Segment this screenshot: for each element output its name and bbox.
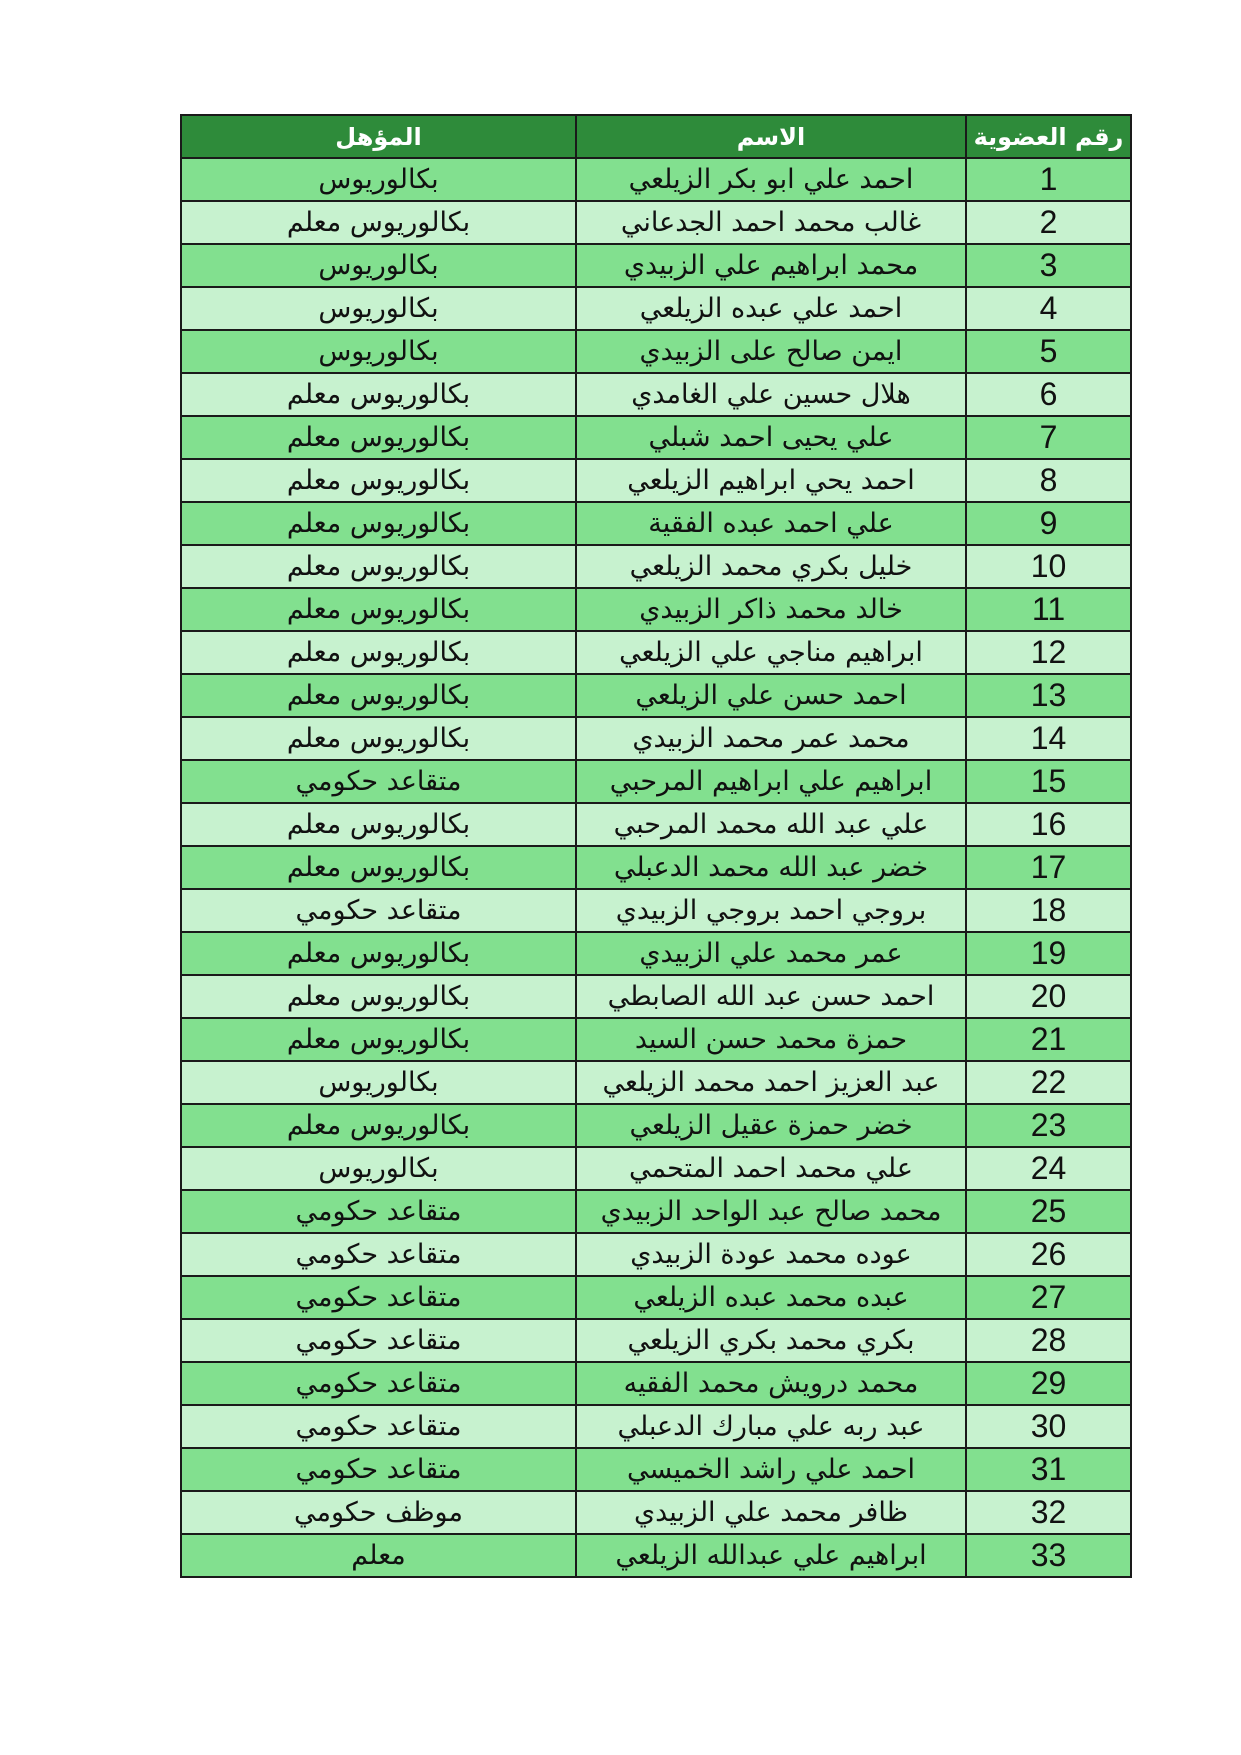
- member-number-cell: 6: [966, 373, 1131, 416]
- member-qualification-cell: بكالوريوس: [181, 1061, 576, 1104]
- member-qualification-cell: بكالوريوس: [181, 330, 576, 373]
- member-number-cell: 5: [966, 330, 1131, 373]
- member-number-cell: 24: [966, 1147, 1131, 1190]
- member-name-cell: ظافر محمد علي الزبيدي: [576, 1491, 966, 1534]
- member-number-cell: 17: [966, 846, 1131, 889]
- member-name-cell: محمد درويش محمد الفقيه: [576, 1362, 966, 1405]
- table-row: [181, 846, 1131, 889]
- table-row: [181, 502, 1131, 545]
- member-number-cell: 31: [966, 1448, 1131, 1491]
- member-number-cell: 14: [966, 717, 1131, 760]
- table-row: [181, 373, 1131, 416]
- member-qualification-cell: متقاعد حكومي: [181, 889, 576, 932]
- table-row: [181, 1405, 1131, 1448]
- member-number-cell: 33: [966, 1534, 1131, 1577]
- member-qualification-cell: متقاعد حكومي: [181, 1319, 576, 1362]
- member-qualification-cell: متقاعد حكومي: [181, 1190, 576, 1233]
- member-name-cell: محمد صالح عبد الواحد الزبيدي: [576, 1190, 966, 1233]
- member-qualification-cell: بكالوريوس: [181, 1147, 576, 1190]
- table-row: [181, 1276, 1131, 1319]
- table-row: [181, 1448, 1131, 1491]
- table-row: [181, 545, 1131, 588]
- header-row: [181, 115, 1131, 158]
- member-name-cell: هلال حسين علي الغامدي: [576, 373, 966, 416]
- member-number-cell: 25: [966, 1190, 1131, 1233]
- table-row: [181, 1104, 1131, 1147]
- member-number-cell: 13: [966, 674, 1131, 717]
- member-qualification-cell: متقاعد حكومي: [181, 1233, 576, 1276]
- table-row: [181, 1362, 1131, 1405]
- member-qualification-cell: متقاعد حكومي: [181, 760, 576, 803]
- member-qualification-cell: متقاعد حكومي: [181, 1448, 576, 1491]
- member-name-cell: احمد حسن علي الزيلعي: [576, 674, 966, 717]
- member-qualification-cell: بكالوريوس: [181, 287, 576, 330]
- member-name-cell: غالب محمد احمد الجدعاني: [576, 201, 966, 244]
- member-name-cell: عبد ربه علي مبارك الدعبلي: [576, 1405, 966, 1448]
- table-row: [181, 1018, 1131, 1061]
- table-row: [181, 158, 1131, 201]
- table-row: [181, 717, 1131, 760]
- member-name-cell: احمد علي راشد الخميسي: [576, 1448, 966, 1491]
- table-row: [181, 889, 1131, 932]
- table-row: [181, 674, 1131, 717]
- member-qualification-cell: بكالوريوس معلم: [181, 1104, 576, 1147]
- member-name-cell: محمد ابراهيم علي الزبيدي: [576, 244, 966, 287]
- member-number-cell: 16: [966, 803, 1131, 846]
- member-number-cell: 18: [966, 889, 1131, 932]
- table-row: [181, 287, 1131, 330]
- members-table: [180, 114, 1132, 1578]
- member-qualification-cell: بكالوريوس معلم: [181, 459, 576, 502]
- member-name-cell: احمد حسن عبد الله الصابطي: [576, 975, 966, 1018]
- table-row: [181, 803, 1131, 846]
- member-number-cell: 4: [966, 287, 1131, 330]
- member-name-cell: ابراهيم مناجي علي الزيلعي: [576, 631, 966, 674]
- member-number-cell: 29: [966, 1362, 1131, 1405]
- member-number-cell: 15: [966, 760, 1131, 803]
- member-number-cell: 2: [966, 201, 1131, 244]
- table-row: [181, 1534, 1131, 1577]
- member-name-cell: ابراهيم علي عبدالله الزيلعي: [576, 1534, 966, 1577]
- member-name-cell: ايمن صالح على الزبيدي: [576, 330, 966, 373]
- table-row: [181, 1233, 1131, 1276]
- member-number-cell: 1: [966, 158, 1131, 201]
- table-row: [181, 416, 1131, 459]
- member-number-cell: 21: [966, 1018, 1131, 1061]
- member-name-cell: احمد علي عبده الزيلعي: [576, 287, 966, 330]
- table-row: [181, 1061, 1131, 1104]
- member-qualification-cell: بكالوريوس معلم: [181, 846, 576, 889]
- member-number-cell: 10: [966, 545, 1131, 588]
- member-name-cell: خالد محمد ذاكر الزبيدي: [576, 588, 966, 631]
- member-name-cell: علي يحيى احمد شبلي: [576, 416, 966, 459]
- member-name-cell: حمزة محمد حسن السيد: [576, 1018, 966, 1061]
- member-number-cell: 8: [966, 459, 1131, 502]
- table-row: [181, 330, 1131, 373]
- member-qualification-cell: بكالوريوس معلم: [181, 1018, 576, 1061]
- member-name-cell: خضر عبد الله محمد الدعبلي: [576, 846, 966, 889]
- member-number-cell: 28: [966, 1319, 1131, 1362]
- member-name-cell: عوده محمد عودة الزبيدي: [576, 1233, 966, 1276]
- table-row: [181, 631, 1131, 674]
- header-member-number: رقم العضوية: [966, 115, 1131, 158]
- member-number-cell: 19: [966, 932, 1131, 975]
- member-name-cell: عمر محمد علي الزبيدي: [576, 932, 966, 975]
- member-number-cell: 30: [966, 1405, 1131, 1448]
- member-number-cell: 26: [966, 1233, 1131, 1276]
- member-qualification-cell: بكالوريوس معلم: [181, 717, 576, 760]
- table-row: [181, 201, 1131, 244]
- table-row: [181, 1319, 1131, 1362]
- member-qualification-cell: بكالوريوس معلم: [181, 201, 576, 244]
- table-row: [181, 975, 1131, 1018]
- member-qualification-cell: بكالوريوس معلم: [181, 975, 576, 1018]
- member-qualification-cell: بكالوريوس معلم: [181, 932, 576, 975]
- member-number-cell: 20: [966, 975, 1131, 1018]
- member-name-cell: عبده محمد عبده الزيلعي: [576, 1276, 966, 1319]
- member-number-cell: 7: [966, 416, 1131, 459]
- member-qualification-cell: متقاعد حكومي: [181, 1405, 576, 1448]
- member-qualification-cell: بكالوريوس معلم: [181, 588, 576, 631]
- table-row: [181, 932, 1131, 975]
- member-number-cell: 32: [966, 1491, 1131, 1534]
- member-qualification-cell: متقاعد حكومي: [181, 1362, 576, 1405]
- member-number-cell: 27: [966, 1276, 1131, 1319]
- member-number-cell: 23: [966, 1104, 1131, 1147]
- table-row: [181, 1147, 1131, 1190]
- member-name-cell: خليل بكري محمد الزيلعي: [576, 545, 966, 588]
- member-qualification-cell: بكالوريوس معلم: [181, 373, 576, 416]
- member-name-cell: بروجي احمد بروجي الزبيدي: [576, 889, 966, 932]
- member-qualification-cell: بكالوريوس معلم: [181, 803, 576, 846]
- member-name-cell: خضر حمزة عقيل الزيلعي: [576, 1104, 966, 1147]
- member-name-cell: ابراهيم علي ابراهيم المرحبي: [576, 760, 966, 803]
- member-name-cell: علي عبد الله محمد المرحبي: [576, 803, 966, 846]
- member-qualification-cell: بكالوريوس معلم: [181, 545, 576, 588]
- member-number-cell: 12: [966, 631, 1131, 674]
- member-qualification-cell: بكالوريوس معلم: [181, 502, 576, 545]
- member-number-cell: 11: [966, 588, 1131, 631]
- member-qualification-cell: بكالوريوس معلم: [181, 631, 576, 674]
- member-number-cell: 9: [966, 502, 1131, 545]
- member-name-cell: بكري محمد بكري الزيلعي: [576, 1319, 966, 1362]
- member-name-cell: علي احمد عبده الفقية: [576, 502, 966, 545]
- member-qualification-cell: بكالوريوس معلم: [181, 674, 576, 717]
- member-name-cell: احمد علي ابو بكر الزيلعي: [576, 158, 966, 201]
- member-qualification-cell: بكالوريوس: [181, 244, 576, 287]
- header-name: الاسم: [576, 115, 966, 158]
- member-qualification-cell: موظف حكومي: [181, 1491, 576, 1534]
- member-name-cell: محمد عمر محمد الزبيدي: [576, 717, 966, 760]
- member-name-cell: احمد يحي ابراهيم الزيلعي: [576, 459, 966, 502]
- table-row: [181, 1190, 1131, 1233]
- table-row: [181, 588, 1131, 631]
- header-qualification: المؤهل: [181, 115, 576, 158]
- member-qualification-cell: متقاعد حكومي: [181, 1276, 576, 1319]
- member-number-cell: 22: [966, 1061, 1131, 1104]
- table-row: [181, 459, 1131, 502]
- member-name-cell: عبد العزيز احمد محمد الزيلعي: [576, 1061, 966, 1104]
- table-row: [181, 760, 1131, 803]
- table-row: [181, 244, 1131, 287]
- member-name-cell: علي محمد احمد المتحمي: [576, 1147, 966, 1190]
- member-qualification-cell: معلم: [181, 1534, 576, 1577]
- table-body: [181, 158, 1131, 1577]
- table-row: [181, 1491, 1131, 1534]
- member-number-cell: 3: [966, 244, 1131, 287]
- member-qualification-cell: بكالوريوس معلم: [181, 416, 576, 459]
- member-qualification-cell: بكالوريوس: [181, 158, 576, 201]
